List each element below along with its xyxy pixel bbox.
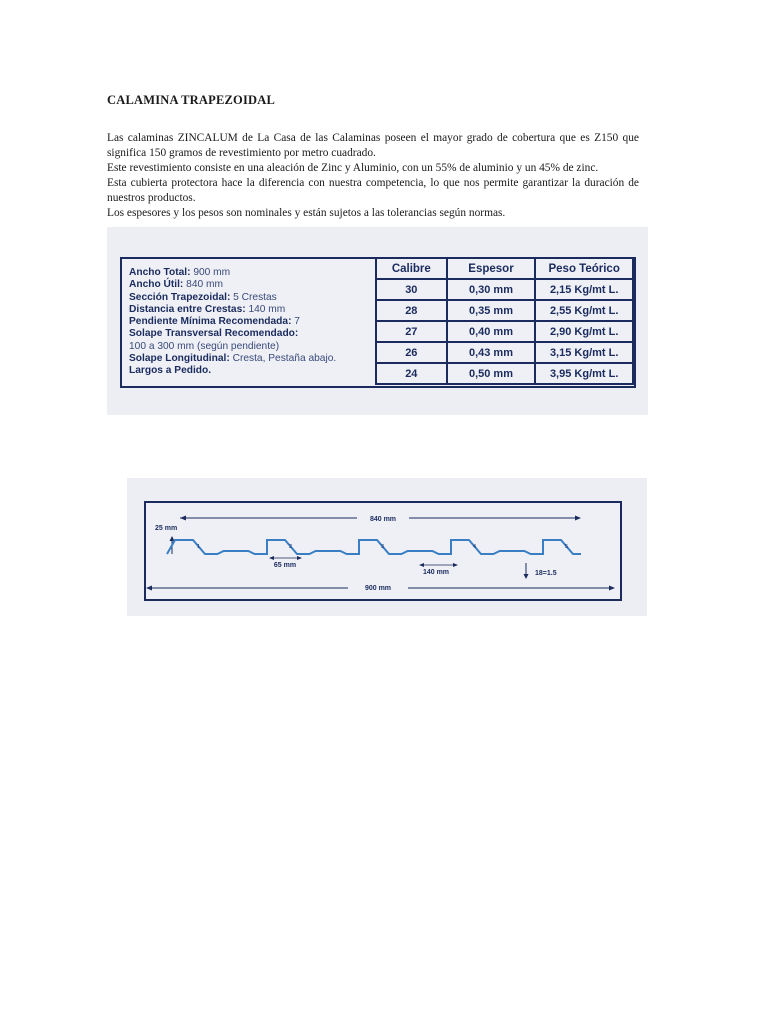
spec-label: Pendiente Mínima Recomendada: <box>129 316 292 328</box>
paragraph: Este revestimiento consiste en una aleación de Zinc y Aluminio, con un 55% de aluminio y un 45% de zinc. <box>107 162 599 174</box>
table-row <box>376 363 633 384</box>
paragraph: Esta cubierta protectora hace la diferencia con nuestra competencia, lo que nos permite garantizar la duración de nuestros productos. <box>107 177 639 204</box>
page-title: CALAMINA TRAPEZOIDAL <box>107 93 276 107</box>
spec-value: 100 a 300 mm (según pendiente) <box>129 340 280 352</box>
profile-diagram-panel <box>127 478 647 616</box>
arrow-head-icon <box>453 563 458 567</box>
table-header-row <box>376 258 633 279</box>
spec-item <box>129 365 379 377</box>
table-cell: 3,15 Kg/mt L. <box>535 342 633 363</box>
table-cell: 0,40 mm <box>447 321 536 342</box>
arrow-head-icon <box>524 574 529 579</box>
spec-item <box>129 292 379 304</box>
intro-text <box>107 131 639 221</box>
arrow-head-icon <box>297 556 302 560</box>
table-cell: 2,55 Kg/mt L. <box>535 300 633 321</box>
spec-value: 7 <box>291 316 300 328</box>
table-cell: 0,50 mm <box>447 363 536 384</box>
spec-item <box>129 353 379 365</box>
paragraph: Las calaminas ZINCALUM de La Casa de las Calaminas poseen el mayor grado de cobertura que es Z150 que significa 150 gramos de revestimiento por metro cuadrado. <box>107 132 639 159</box>
spec-label: Ancho Total: <box>129 267 191 278</box>
useful-width-label: 840 mm <box>369 516 397 523</box>
column-header: Peso Teórico <box>535 258 633 279</box>
table-cell: 30 <box>376 279 447 300</box>
crest-spacing-label: 140 mm <box>422 569 450 576</box>
table-cell: 26 <box>376 342 447 363</box>
table-cell: 24 <box>376 363 447 384</box>
spec-value: 900 mm <box>190 267 231 278</box>
arrow-head-icon <box>419 563 424 567</box>
height-label: 25 mm <box>155 525 178 532</box>
table-row <box>376 300 633 321</box>
crest-number: 3 <box>381 544 385 550</box>
table-row <box>376 321 633 342</box>
spec-label: Sección Trapezoidal: <box>129 291 231 303</box>
total-width-label: 900 mm <box>364 585 392 592</box>
paragraph: Los espesores y los pesos son nominales y están sujetos a las tolerancias según normas. <box>107 207 506 219</box>
table-cell: 0,43 mm <box>447 342 536 363</box>
table-row <box>376 279 633 300</box>
arrow-head-icon <box>146 586 152 591</box>
spec-item <box>129 279 379 291</box>
column-header: Espesor <box>447 258 536 279</box>
crest-number: 1 <box>197 544 201 550</box>
table-cell: 27 <box>376 321 447 342</box>
crest-width-label: 65 mm <box>273 562 297 569</box>
spec-panel <box>107 227 648 415</box>
spec-item <box>129 304 379 316</box>
crest-numbers <box>197 544 568 550</box>
table-cell: 28 <box>376 300 447 321</box>
arrow-head-icon <box>575 516 581 521</box>
table-row <box>376 342 633 363</box>
spec-value: 840 mm <box>183 279 223 291</box>
spec-item <box>129 316 379 328</box>
spec-label: Solape Transversal Recomendado: <box>129 328 299 340</box>
column-header: Calibre <box>376 258 447 279</box>
table-cell: 2,90 Kg/mt L. <box>535 321 633 342</box>
spec-label: Largos a Pedido. <box>129 365 212 377</box>
spec-value: 140 mm <box>245 303 286 315</box>
table-cell: 0,30 mm <box>447 279 536 300</box>
arrow-head-icon <box>609 586 615 591</box>
spec-value: 5 Crestas <box>230 291 277 303</box>
profile-diagram <box>127 478 647 616</box>
crest-number: 5 <box>565 544 569 550</box>
gauge-table <box>375 257 634 385</box>
table-cell: 3,95 Kg/mt L. <box>535 363 633 384</box>
spec-label: Distancia entre Crestas: <box>129 303 246 315</box>
spec-item <box>129 341 379 353</box>
table-cell: 2,15 Kg/mt L. <box>535 279 633 300</box>
crest-number: 4 <box>473 544 477 550</box>
spec-item <box>129 328 379 340</box>
spec-box <box>120 257 636 388</box>
crest-number: 2 <box>289 544 293 550</box>
arrow-head-icon <box>269 556 274 560</box>
slope-label: 18=1.5 <box>535 570 557 577</box>
spec-value: Cresta, Pestaña abajo. <box>229 353 337 365</box>
spec-label: Ancho Útil: <box>129 279 184 291</box>
arrow-head-icon <box>180 516 186 521</box>
spec-item <box>129 267 379 279</box>
spec-label: Solape Longitudinal: <box>129 353 230 365</box>
spec-list <box>129 267 379 378</box>
trapezoid-profile <box>167 540 581 554</box>
table-body <box>376 279 633 384</box>
table-cell: 0,35 mm <box>447 300 536 321</box>
